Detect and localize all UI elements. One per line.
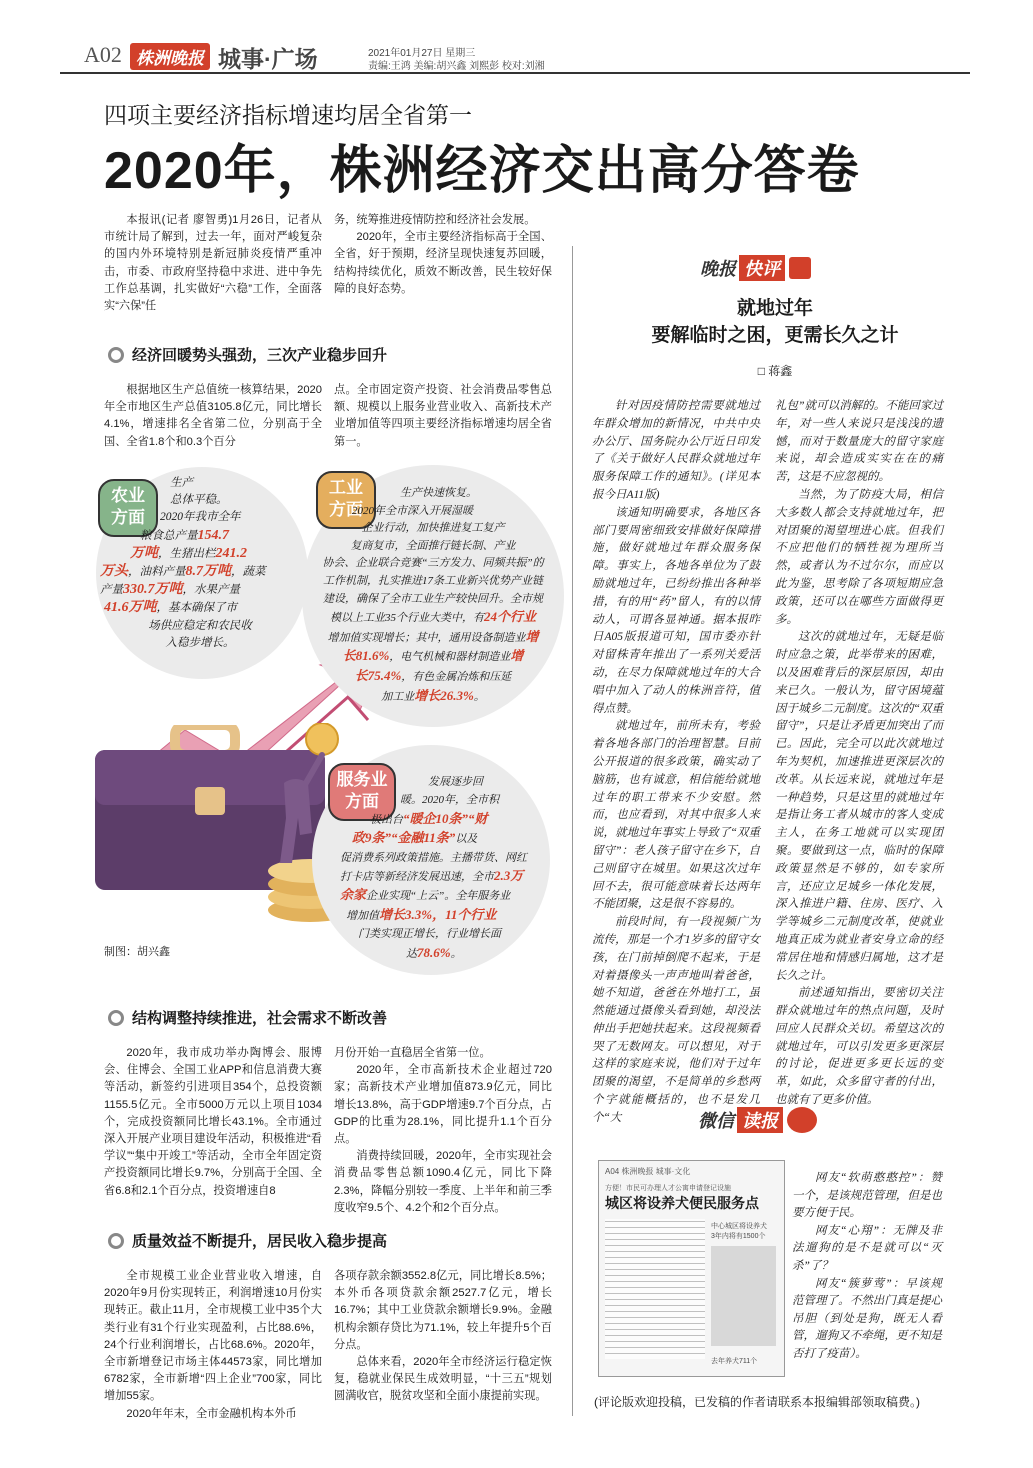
paragraph: 根据地区生产总值统一核算结果，2020年全市地区生产总值3105.8亿元，同比增长4.1%，增速排名全省第二位，分别高于全国、全省1.8个和0.3个百分 — [104, 384, 322, 448]
bullet-icon — [108, 347, 124, 363]
paragraph-cont: 礼包”就可以消解的。不能回家过年，对一些人来说只是浅浅的遗憾，而对于数量庞大的留守家庭来说，却会造成实实在在的痛苦，这是不应忽视的。 — [775, 400, 943, 484]
thumb-header: A04 株洲晚报 城事·文化 — [605, 1167, 691, 1176]
commentary-col-1 — [592, 398, 760, 1128]
section3-col-1 — [104, 1268, 322, 1423]
commentary-author: □ 蒋鑫 — [757, 364, 793, 378]
lead-col-2 — [334, 212, 552, 298]
text: 建设，确保了全市工业生产较快回升。全市规 — [323, 592, 543, 605]
thumb-photo — [711, 1246, 776, 1346]
agriculture-text — [100, 475, 300, 652]
text: ，蔬菜 — [231, 566, 266, 579]
footer-note: (评论版欢迎投稿，已发稿的作者请联系本报编辑部领取稿费。) — [594, 1395, 920, 1409]
text: 打卡店等新经济发展迅速，全市 — [340, 871, 494, 884]
text: 模以上工业35个行业大类中，有 — [329, 612, 484, 625]
reader-comment: 网友“软萌憨憨控”：赞一个，是该规范管理，但是也要方便于民。 — [792, 1172, 942, 1220]
section-title: 质量效益不断提升，居民收入稳步提高 — [132, 1233, 388, 1250]
bullet-icon — [108, 1233, 124, 1249]
section1-col-1 — [104, 382, 322, 451]
text: 达 — [406, 947, 417, 960]
label-line: 服务业 — [336, 770, 388, 789]
paragraph: 点。全市固定资产投资、社会消费品零售总额、规模以上服务业营业收入、高新技术产业增加值等四项主要经济指标增速均居全省第一。 — [334, 384, 552, 448]
services-text — [340, 773, 545, 963]
text: 暖。2020年，全市积 — [400, 794, 499, 807]
header-rule — [60, 72, 970, 74]
wechat-brand — [698, 1107, 817, 1133]
label-line: 工业 — [329, 478, 363, 497]
value: 增 — [510, 648, 524, 664]
thumb-note — [711, 1221, 767, 1241]
section2-col-1 — [104, 1045, 322, 1200]
text: ，油料产量 — [128, 566, 186, 579]
commentary-title-2: 要解临时之困，更需长久之计 — [651, 325, 899, 346]
paragraph: 全市规模工业企业营业收入增速，自2020年9月份实现转正，利润增速10月份实现转正。截止11月，全市规模工业中35个大类行业有31个行业实现盈利，占比88.6%，24个行业利润增长，占比68.6%。2020年，全市新增登记市场主体44573家，同比增加6782家，全市新增“四上企业”700家，同比增加55家。 — [104, 1270, 322, 1403]
text: ，电气机械和器材制造业 — [389, 651, 511, 664]
lead-paragraph: 本报讯(记者 廖智勇)1月26日，记者从市统计局了解到，过去一年，面对严峻复杂的国内外环境特别是新冠肺炎疫情严重冲击，市委、市政府坚持稳中求进、进中争先工作总基调，扎实做好“六稳”工作，全面落实“六保”任 — [104, 214, 322, 313]
lead-paragraph-cont: 务，统筹推进疫情防控和经济社会发展。 — [334, 214, 536, 226]
text: 以及 — [455, 833, 478, 846]
thumb-note-line: 中心城区将设养犬 — [711, 1223, 767, 1230]
text: 企业行动，加快推进复工复产 — [361, 522, 505, 535]
thumb-note-line: 3年内将有1500个 — [711, 1233, 766, 1240]
industry-text — [304, 485, 562, 706]
value: 330.7万吨 — [123, 582, 183, 598]
reader-comment: 网友“心翔”：无牌及非法遛狗的是不是就可以“灭杀”了？ — [792, 1224, 943, 1272]
paragraph: 总体来看，2020年全市经济运行稳定恢复，稳就业保民生成效明显，“十三五”规划圆满收官，脱贫攻坚和全面小康提前实现。 — [334, 1356, 552, 1403]
newspaper-logo: 株洲晚报 — [130, 43, 210, 70]
paragraph: 就地过年，前所未有，考验着各地各部门的治理智慧。目前公开报道的很多政策，确实动了脑筋，也有诚意，相信能给就地过年的职工带来不少安慰。然而，也应看到，对其中很多人来说，就地过年事实上导致了“双重留守”：老人孩子留守在乡下，自己则留守在城里。如果这次过年回不去，很可能意味着长达两年不能团聚，这是很不容易的。 — [592, 720, 760, 911]
paragraph: 当然，为了防疫大局，相信大多数人都会支持就地过年，把对团聚的渴望埋进心底。但我们不应把他们的牺牲视为理所当然，或者认为不过尔尔，而应以此为鉴，思考除了各项短期应急政策，还可以在哪些方面做得更多。 — [775, 488, 943, 626]
text: 企业实现“上云”。全年服务业 — [366, 890, 511, 903]
label-line: 农业 — [111, 486, 145, 505]
newspaper-thumbnail — [598, 1160, 785, 1377]
value: 24个行业 — [483, 609, 536, 625]
thumb-title: 城区将设养犬便民服务点 — [605, 1195, 759, 1211]
comment-text: 赞一个，是该规范管理，但是也要方便于民。 — [792, 1172, 942, 1220]
kicker: 四项主要经济指标增速均居全省第一 — [104, 103, 472, 128]
commentary-title-1: 就地过年 — [736, 298, 813, 319]
value: 241.2 — [215, 545, 247, 561]
thumb-text-lines — [605, 1219, 705, 1359]
text: ，基本确保了市 — [156, 602, 237, 615]
value: 万头 — [100, 564, 128, 580]
bullet-icon — [108, 1010, 124, 1026]
text: 发展逐步回 — [428, 776, 483, 788]
staff-line: 责编:王鸿 美编:胡兴鑫 刘熙彭 校对:刘湘 — [368, 61, 545, 72]
text: ，水果产量 — [182, 584, 240, 597]
value: 余家 — [340, 887, 367, 903]
comment-user: 网友“心翔” — [815, 1224, 880, 1237]
value: 增长3.3%，11个行业 — [379, 906, 497, 922]
reader-comments — [792, 1170, 942, 1364]
value: 78.6% — [417, 944, 451, 960]
lead-paragraph-2: 2020年，全市主要经济指标高于全国、全省，好于预期，经济呈现快速复苏回暖，结构持续优化，质效不断改善，民生较好保障的良好态势。 — [334, 231, 552, 295]
value: 2.3万 — [494, 868, 524, 884]
paragraph-cont: 月份开始一直稳居全省第一位。 — [334, 1047, 491, 1059]
text: 增加值实现增长；其中，通用设备制造业 — [327, 631, 526, 644]
section3-col-2 — [334, 1268, 552, 1406]
text: 2020年我市全年 — [160, 511, 241, 524]
paragraph: 2020年，全市高新技术企业超过720家；高新技术产业增加值873.9亿元，同比增长13.8%，高于GDP增速9.7个百分点，占GDP的比重为28.1%，同比提升1.1个百分点。 — [334, 1064, 552, 1146]
paragraph: 2020年年末，全市金融机构本外币 — [126, 1407, 297, 1420]
main-title: 2020年，株洲经济交出高分答卷 — [104, 142, 860, 200]
section-title: 经济回暖势头强劲，三次产业稳步回升 — [132, 347, 388, 364]
label-line: 方面 — [329, 500, 363, 519]
label-line: 方面 — [345, 792, 379, 811]
paragraph: 针对因疫情防控需要就地过年群众增加的新情况，中共中央办公厅、国务院办公厅近日印发了《关于做好人民群众就地过年服务保障工作的通知》。(详见本报今日A11版) — [592, 400, 760, 501]
text: 复商复市，全面推行链长制、产业 — [350, 539, 516, 552]
text: ，有色金属冶炼和压延 — [401, 670, 512, 683]
text: 。 — [473, 690, 485, 703]
page-number: A02 — [84, 42, 122, 67]
text: 。 — [450, 947, 462, 960]
comment-text: 早该规范管理了。不然出门真是提心吊胆（到处是狗，既无人看管，遛狗又不牵绳，更不知是否打了疫苗）。 — [792, 1277, 942, 1360]
commentary-col-2 — [775, 398, 943, 1110]
label-line: 方面 — [111, 508, 145, 527]
text: ，生猪出栏 — [158, 547, 216, 560]
paragraph: 消费持续回暖，2020年，全市实现社会消费品零售总额1090.4亿元，同比下降2.3%，降幅分别较一季度、上半年和前三季度收窄9.5个、4.2个和2个百分点。 — [334, 1150, 552, 1214]
paragraph: 2020年，我市成功举办陶博会、服博会、住博会、全国工业APP和信息消费大赛等活动，新签约引进项目354个，总投资额1155.5亿元。全市5000万元以上项目1034个，完成投资额同比增长43.1%。全市通过深入开展产业项目建设年活动，积极推进“看学议”“集中开竣工”等活动，全市全年固定资产投资额同比增长9.7%，分别高于全国、全省6.8和2.1个百分点，投资增速自8 — [104, 1047, 322, 1197]
text: 产量 — [100, 584, 123, 597]
text: 生产快速恢复。 — [400, 487, 477, 499]
paragraph: 该通知明确要求，各地区各部门要周密细致安排做好保障措施，做好就地过年群众服务保障。事实上，各地各单位为了鼓励就地过年，已纷纷推出各种举措，有的用“药”留人，有的以情动人，可谓各显神通。据本报昨日A05版报道可知，国市委亦针对留株青年推出了一系列关爱活动，在尽力保障就地过年的大合唱中加入了动人的株洲音符，值得点赞。 — [592, 506, 760, 715]
text: 增加值 — [346, 909, 379, 922]
text: 场供应稳定和农民收 — [148, 619, 252, 632]
lead-col-1 — [104, 212, 322, 315]
wechat-icon — [787, 1107, 817, 1133]
text: 加工业 — [381, 690, 415, 703]
value: 万吨 — [130, 545, 158, 561]
commentary-brand — [700, 255, 811, 281]
date-line: 2021年01月27日 星期三 — [368, 48, 476, 59]
comment-user: 网友“软萌憨憨控” — [815, 1172, 917, 1184]
brand-text-highlight: 读报 — [737, 1107, 783, 1133]
brand-text: 微信 — [698, 1111, 734, 1131]
paragraph: 前段时间，有一段视频广为流传，那是一个才1岁多的留守女孩，在门前掉倒爬不起来，于是对着摄像头一声声地叫着爸爸，她不知道，爸爸在外地打工，虽然能通过摄像头看到她，却没法伸出手把她扶起来。这段视频看哭了无数网友。可以想见，对于这样的家庭来说，他们对于过年团聚的渴望，不是简单的乡愁两个字就能概括的，也不是发几个“大 — [592, 916, 760, 1124]
value: “暖企10条”“财 — [403, 810, 488, 826]
section1-col-2 — [334, 382, 552, 451]
value: 长75.4% — [354, 667, 402, 683]
page-header — [60, 40, 970, 74]
value: 长81.6% — [342, 648, 390, 664]
section2-col-2 — [334, 1045, 552, 1217]
reader-comment: 网友“簇萝莺”：早该规范管理了。不然出门真是提心吊胆（到处是狗，既无人看管，遛狗又不牵绳，更不知是否打了疫苗）。 — [792, 1277, 942, 1360]
text: 极出台 — [370, 813, 403, 826]
paragraph: 这次的就地过年，无疑是临时应急之策，此举带来的困难，以及困难背后的深层原因，却由来已久。一般认为，留守困境蕴因于城乡二元制度。这次的“双重留守”，只是让矛盾更加突出了而已。因此，完全可以此次就地过年为契机，加速推进更深层次的改革。从长远来说，就地过年是一种趋势，只是这里的就地过年是指让务工者从城市的客人变成主人，在务工地就可以实现团聚。要做到这一点，临时的保障政策显然是不够的，如专家所言，还应立足城乡一体化发展，深入推进户籍、住房、医疗、入学等城乡二元制度改革，使就业地真正成为就业者安身立命的经常居住地和情感归属地，这才是长久之计。 — [775, 631, 943, 982]
text: 入稳步增长。 — [165, 636, 235, 649]
value: 增 — [525, 628, 539, 644]
text: 2020年全市深入开展湿暖 — [352, 504, 473, 517]
thumb-kicker: 方便！市民可办理人才公寓申请登记设施 — [605, 1185, 731, 1192]
text: 促消费系列政策措施。主播带货、网红 — [340, 851, 527, 864]
section-name: 城事·广场 — [218, 46, 318, 72]
value: 41.6万吨 — [104, 600, 157, 616]
text: 生产 — [170, 477, 193, 489]
infographic-credit: 制图：胡兴鑫 — [104, 946, 170, 958]
comment-text: 无牌及非法遛狗的是不是就可以“灭杀”了？ — [792, 1224, 943, 1272]
text: 协会、企业联合竞赛“三方发力、同频共振”的 — [322, 557, 544, 570]
infographic — [90, 455, 570, 965]
brand-text-highlight: 快评 — [739, 255, 785, 281]
value: 政9条”“金融11条” — [352, 830, 456, 846]
paragraph-cont: 各项存款余额3552.8亿元，同比增长8.5%；本外币各项贷款余额2527.7亿元，增长16.7%；其中工业贷款余额增长9.9%。金融机构余额存贷比为71.1%，较上年提升5个百分点。 — [334, 1270, 552, 1351]
value: 154.7 — [197, 527, 229, 543]
text: 粮食总产量 — [140, 529, 198, 542]
text: 工作机制，扎实推进17条工业新兴优势产业链 — [323, 574, 543, 587]
value: 增长26.3% — [414, 687, 474, 703]
column-divider — [572, 246, 573, 1416]
value: 8.7万吨 — [185, 564, 231, 580]
thumb-foot: 去年养犬711个 — [711, 1358, 758, 1365]
section-heading-2 — [108, 1007, 387, 1028]
section-heading-1 — [108, 344, 387, 365]
section-heading-3 — [108, 1230, 387, 1251]
comment-icon — [789, 257, 811, 279]
text: 总体平稳。 — [170, 494, 228, 507]
brand-text: 晚报 — [700, 259, 736, 279]
paragraph: 前述通知指出，要密切关注群众就地过年的热点问题，及时回应人民群众关切。希望这次的就地过年，可以引发更多更深层的讨论，促进更多更长远的变革，如此，众多留守者的付出，也就有了更多价值。 — [775, 987, 943, 1107]
section-title: 结构调整持续推进，社会需求不断改善 — [132, 1010, 388, 1027]
text: 门类实现正增长，行业增长面 — [358, 928, 501, 941]
comment-user: 网友“簇萝莺” — [815, 1277, 892, 1290]
